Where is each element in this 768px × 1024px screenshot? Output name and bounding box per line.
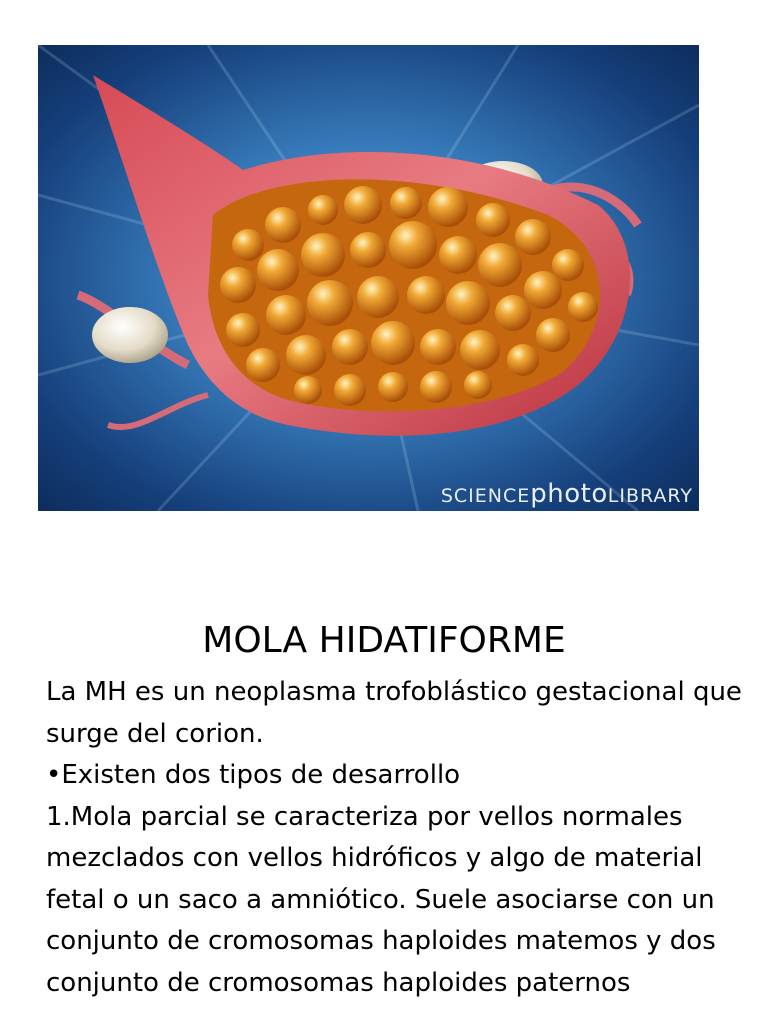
left-ovary-shape (92, 307, 168, 363)
hydatidiform-mole-illustration (38, 45, 699, 511)
image-credit-watermark: SCIENCEphotoLIBRARY (440, 479, 693, 509)
partial-mole-paragraph: 1.Mola parcial se caracteriza por vellos normales mezclados con vellos hidróficos y algo de material fetal o un saco a amniótico. Suele asociarse con un conjunto de cromosomas haploides matemos y dos conjunto de cromosomas haploides paternos (46, 801, 716, 998)
slide-body-text (46, 672, 762, 1004)
uterus-illustration-graphic (38, 45, 699, 511)
definition-paragraph: La MH es un neoplasma trofoblástico gestacional que surge del corion. (46, 677, 742, 749)
slide-title: MOLA HIDATIFORME (202, 620, 566, 661)
bullet-paragraph: •Existen dos tipos de desarrollo (46, 760, 461, 790)
